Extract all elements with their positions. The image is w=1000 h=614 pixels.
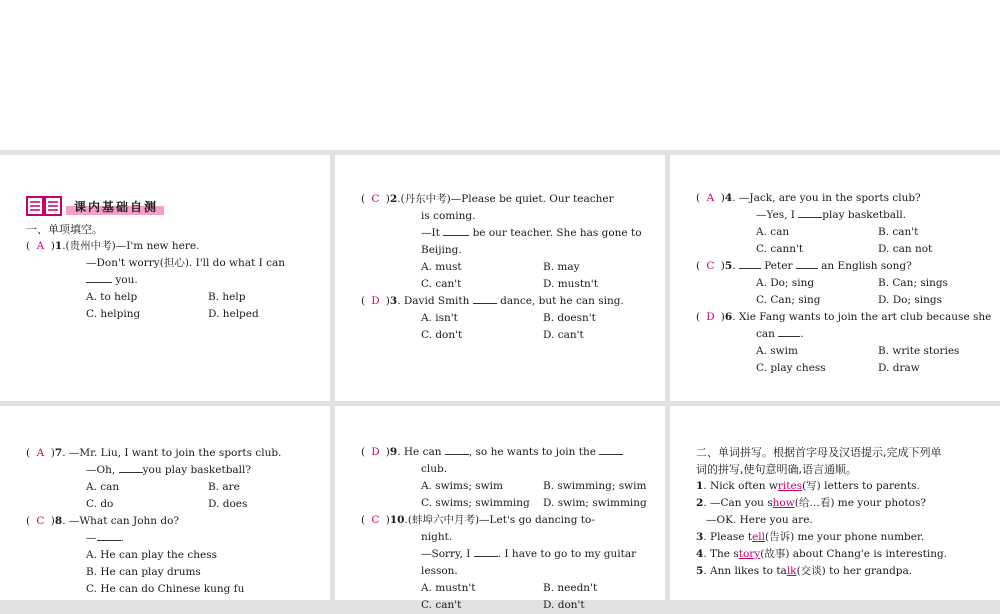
spelling-item-2-reply: —OK. Here you are. bbox=[706, 514, 813, 526]
question-6: ( D )6. Xie Fang wants to join the art club because she can . A. swim B. write stories C. play chess D. draw bbox=[696, 311, 992, 374]
book-icon bbox=[26, 195, 62, 217]
panel-6 bbox=[670, 406, 1000, 600]
question-8: ( C )8. —What can John do? — . A. He can play the chess B. He can play drums C. He can do Chinese kung fu bbox=[26, 515, 245, 595]
question-7: ( A )7. —Mr. Liu, I want to join the sports club. —Oh, you play basketball? A. can B. are C. do D. does bbox=[26, 447, 282, 510]
fill-answer-2: how bbox=[772, 497, 795, 509]
fill-answer-4: tory bbox=[738, 548, 761, 560]
section-header bbox=[26, 195, 330, 221]
spelling-item-3: 3. Please tell(告诉) me your phone number. bbox=[696, 531, 925, 543]
panel-3 bbox=[670, 155, 1000, 401]
answer-5: C bbox=[706, 260, 715, 272]
panel-5 bbox=[335, 406, 665, 611]
answer-3: D bbox=[371, 295, 380, 307]
panel-4 bbox=[0, 406, 330, 600]
answer-9: D bbox=[371, 446, 380, 458]
spelling-item-4: 4. The story(故事) about Chang'e is interesting. bbox=[696, 548, 948, 560]
answer-7: A bbox=[36, 447, 45, 459]
panel-2 bbox=[335, 155, 665, 401]
question-1: ( A )1.(贵州中考)—I'm new here. —Don't worry(担心). I'll do what I can you. A. to help B. help C. helping D. helped bbox=[26, 240, 286, 320]
answer-2: C bbox=[371, 193, 380, 205]
answer-1: A bbox=[36, 240, 45, 252]
answer-10: C bbox=[371, 514, 380, 526]
section1-title: 一、单项填空。 bbox=[26, 223, 103, 236]
question-5: ( C )5. Peter an English song? A. Do; sing B. Can; sings C. Can; sing D. Do; sings bbox=[696, 260, 948, 306]
spelling-item-1: 1. Nick often writes(写) letters to parents. bbox=[696, 480, 920, 492]
answer-8: C bbox=[36, 515, 45, 527]
answer-6: D bbox=[706, 311, 715, 323]
fill-answer-1: rites bbox=[777, 480, 803, 492]
panel-1 bbox=[0, 155, 330, 401]
fill-answer-5: lk bbox=[786, 565, 797, 577]
section2-title: 二、单词拼写。根据首字母及汉语提示,完成下列单 词的拼写,使句意明确,语言通顺。 bbox=[696, 446, 942, 476]
top-blank-area bbox=[0, 0, 1000, 150]
question-2: ( C )2.(丹东中考)—Please be quiet. Our teacher is coming. —It be our teacher. She has gone to Beijing. A. must B. may C. can't D. mustn't bbox=[361, 193, 642, 290]
question-10: ( C )10.(蚌埠六中月考)—Let's go dancing to- night. —Sorry, I . I have to go to my guitar lesson. A. mustn't B. needn't C. can't D. don't bbox=[361, 514, 637, 611]
spelling-item-2: 2. —Can you show(给…看) me your photos? bbox=[696, 497, 927, 509]
fill-answer-3: ell bbox=[752, 531, 765, 543]
spelling-item-5: 5. Ann likes to talk(交谈) to her grandpa. bbox=[696, 565, 913, 577]
header-title: 课内基础自测 bbox=[66, 199, 164, 215]
question-9: ( D )9. He can , so he wants to join the club. A. swims; swim B. swimming; swim C. swims; swimming D. swim; swimming bbox=[361, 446, 647, 509]
question-3: ( D )3. David Smith dance, but he can sing. A. isn't B. doesn't C. don't D. can't bbox=[361, 295, 624, 341]
question-4: ( A )4. —Jack, are you in the sports club? —Yes, I play basketball. A. can B. can't C. cann't D. can not bbox=[696, 192, 933, 255]
answer-4: A bbox=[706, 192, 715, 204]
